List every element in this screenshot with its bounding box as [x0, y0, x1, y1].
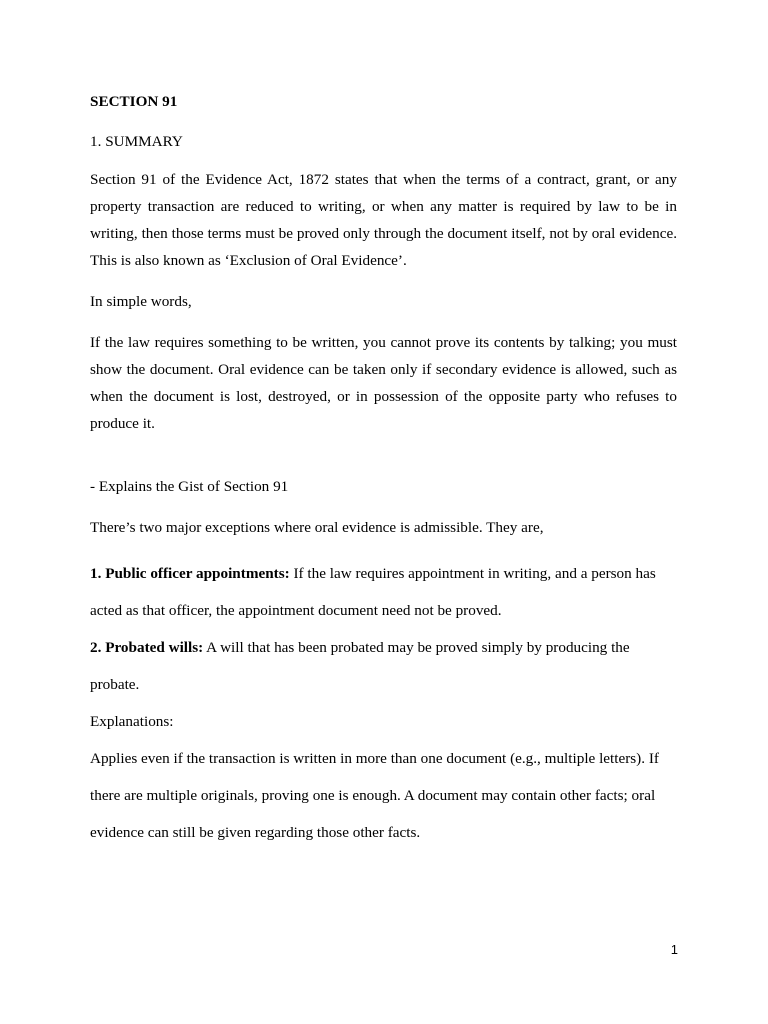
exception-2: [90, 629, 677, 703]
exception-1-label: 1. Public officer appointments:: [90, 565, 290, 582]
section-title: SECTION 91: [90, 93, 178, 110]
summary-heading: 1. SUMMARY: [90, 133, 183, 150]
explanations-paragraph: Applies even if the transaction is written in more than one document (e.g., multiple letters). If there are multiple originals, proving one is enough. A document may contain other facts; oral evidence can still be given regarding those other facts.: [90, 750, 659, 841]
blank-line: [90, 451, 677, 473]
simple-paragraph: If the law requires something to be written, you cannot prove its contents by talking; you must show the document. Oral evidence can be taken only if secondary evidence is allowed, such as when the document is lost, destroyed, or in possession of the opposite party who refuses to produce it.: [90, 334, 677, 432]
exception-1: [90, 555, 677, 629]
exception-1-text: If the law requires appointment in writing, and a person has acted as that officer, the appointment document need not be proved.: [90, 565, 656, 619]
summary-paragraph: Section 91 of the Evidence Act, 1872 states that when the terms of a contract, grant, or any property transaction are reduced to writing, or when any matter is required by law to be in writing, then those terms must be proved only through the document itself, not by oral evidence. This is also known as ‘Exclusion of Oral Evidence’.: [90, 171, 677, 269]
exceptions-intro: There’s two major exceptions where oral evidence is admissible. They are,: [90, 519, 544, 536]
exception-2-label: 2. Probated wills:: [90, 639, 204, 656]
gist-line: - Explains the Gist of Section 91: [90, 478, 289, 495]
exception-2-text: A will that has been probated may be proved simply by producing the probate.: [90, 639, 630, 693]
page-number: 1: [670, 942, 678, 957]
simple-words-line: In simple words,: [90, 293, 192, 310]
explanations-heading: Explanations:: [90, 713, 174, 730]
document-body: [90, 90, 677, 851]
